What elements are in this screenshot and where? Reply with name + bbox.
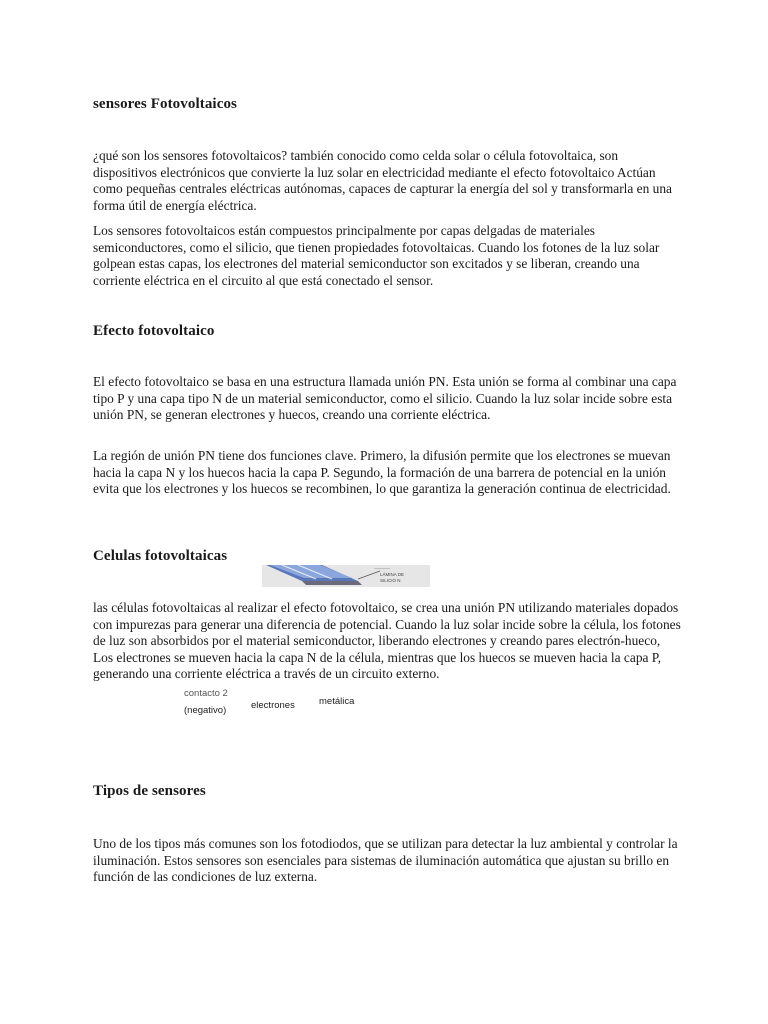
figure-label: SILICIO N xyxy=(380,578,401,583)
paragraph: Los sensores fotovoltaicos están compuestos principalmente por capas delgadas de materiales semiconductores, como el silicio, que tienen propiedades fotovoltaicas. Cuando los fotones de la luz solar golpean estas capas, los electrones del material semiconductor son excitados y se liberan, creando una corriente eléctrica en el circuito al que está conectado el sensor. xyxy=(93,223,660,288)
paragraph: las células fotovoltaicas al realizar el efecto fotovoltaico, se crea una unión PN utilizando materiales dopados con impurezas para generar una diferencia de potencial. Cuando la luz solar incide sobre la célula, los fotones de luz son absorbidos por el material semiconductor, liberando electrones y creando pares electrón-hueco, Los electrones se mueven hacia la capa N de la célula, mientras que los huecos se mueven hacia la capa P, generando una corriente eléctrica a través de un circuito externo. xyxy=(93,600,681,682)
figure-label: contacto 2 xyxy=(184,688,228,699)
solar-cell-diagram-fragment xyxy=(262,565,430,587)
figure-label: (negativo) xyxy=(184,705,227,716)
figure-label: electrones xyxy=(251,700,295,711)
svg-text:————: ———— xyxy=(374,565,390,570)
solar-cell-diagram-labels xyxy=(108,688,378,720)
section-heading: Celulas fotovoltaicas xyxy=(93,548,228,564)
paragraph: ¿qué son los sensores fotovoltaicos? también conocido como celda solar o célula fotovoltaica, son dispositivos electrónicos que convierte la luz solar en electricidad mediante el efecto fotovoltaico Actúan como pequeñas centrales eléctricas autónomas, capaces de capturar la energía del sol y transformarla en una forma útil de energía eléctrica. xyxy=(93,148,673,213)
section-heading: Tipos de sensores xyxy=(93,783,206,799)
section-heading: Efecto fotovoltaico xyxy=(93,323,215,339)
section-heading: sensores Fotovoltaicos xyxy=(93,96,237,112)
paragraph: El efecto fotovoltaico se basa en una estructura llamada unión PN. Esta unión se forma al combinar una capa tipo P y una capa tipo N de un material semiconductor, como el silicio. Cuando la luz solar incide sobre esta unión PN, se generan electrones y huecos, creando una corriente eléctrica. xyxy=(93,374,677,423)
paragraph: La región de unión PN tiene dos funciones clave. Primero, la difusión permite que los electrones se muevan hacia la capa N y los huecos hacia la capa P. Segundo, la formación de una barrera de potencial en la unión evita que los electrones y los huecos se recombinen, lo que garantiza la generación continua de electricidad. xyxy=(93,448,671,497)
paragraph: Uno de los tipos más comunes son los fotodiodos, que se utilizan para detectar la luz ambiental y controlar la iluminación. Estos sensores son esenciales para sistemas de iluminación automática que ajustan su brillo en función de las condiciones de luz externa. xyxy=(93,836,678,885)
figure-label: LÁMINA DE xyxy=(380,572,405,577)
figure-label: metálica xyxy=(319,696,355,707)
